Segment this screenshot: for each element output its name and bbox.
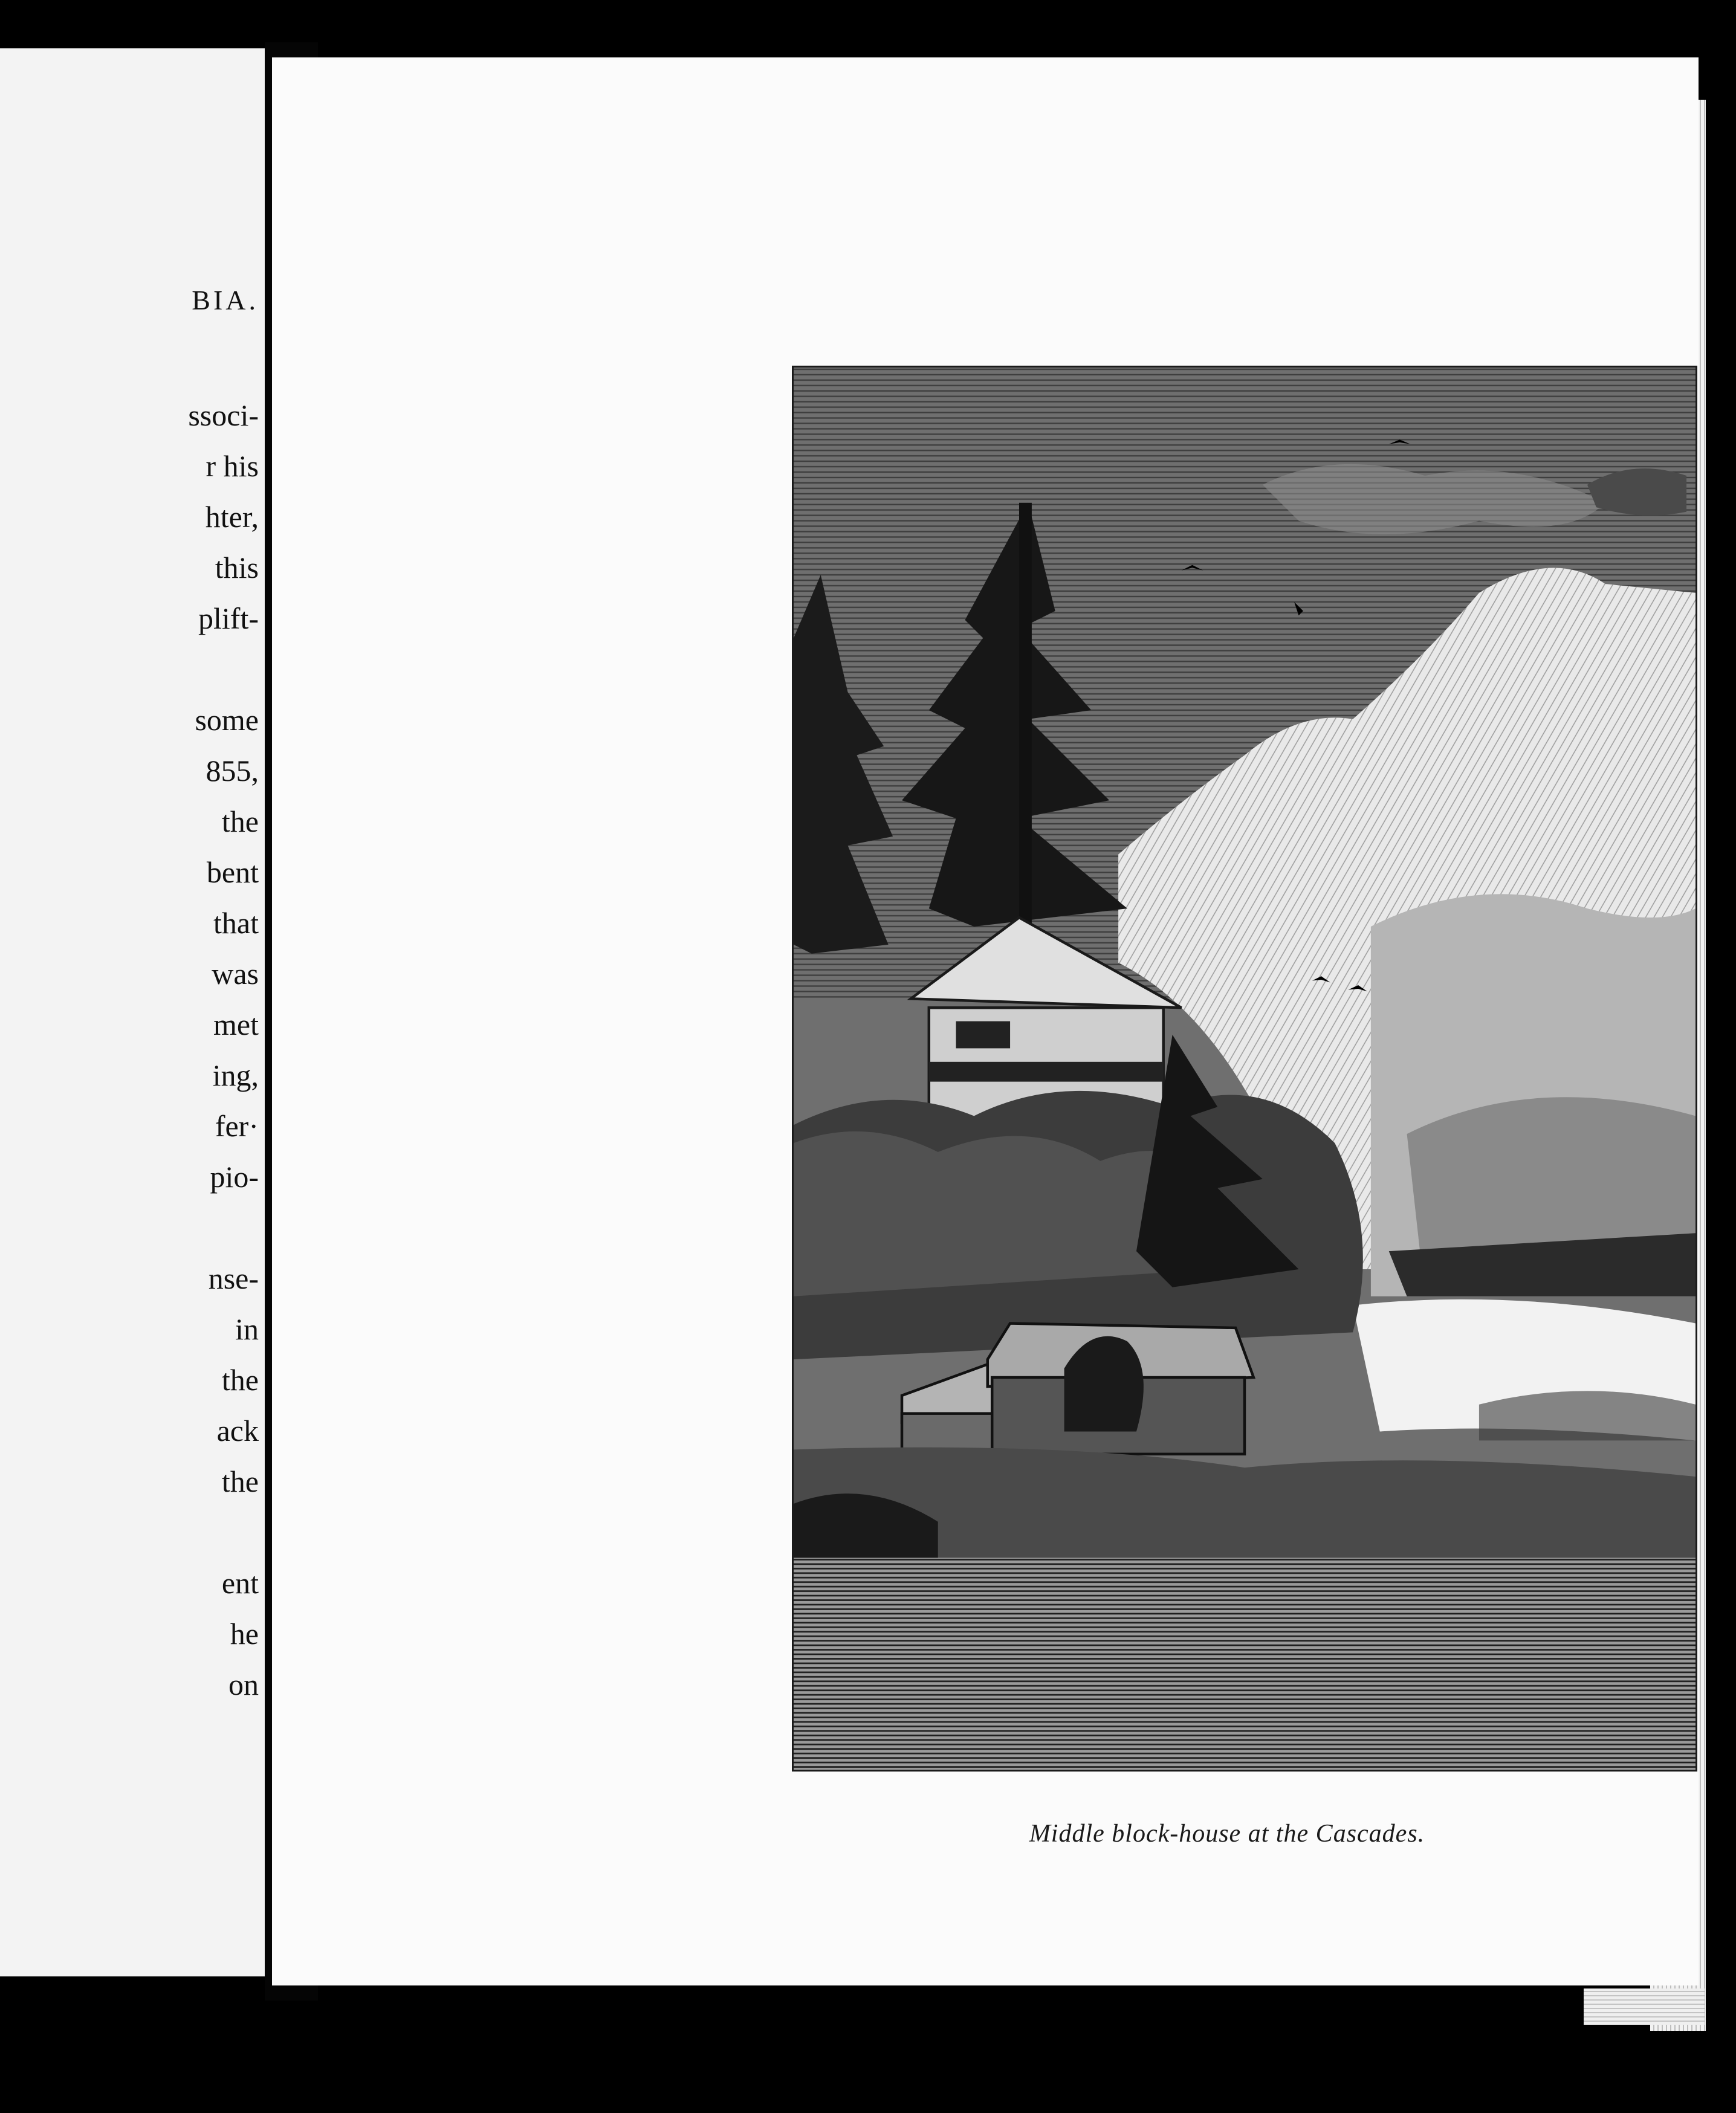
text-line <box>0 1507 259 1558</box>
text-line: he <box>230 1617 259 1651</box>
text-line: pio- <box>210 1160 259 1194</box>
text-line: met <box>213 1008 259 1041</box>
text-line <box>0 644 259 694</box>
text-line: that <box>213 906 259 940</box>
running-head: BIA. <box>192 285 259 315</box>
text-line: ssoci- <box>188 398 259 432</box>
body-text-fragment <box>0 390 259 1710</box>
engraving-illustration <box>792 366 1697 1772</box>
text-line: some <box>195 703 259 737</box>
text-line: 855, <box>206 754 259 788</box>
previous-page <box>0 48 272 1976</box>
text-line: the <box>221 1363 259 1397</box>
text-line: fer· <box>215 1109 259 1143</box>
page-edges-bottom <box>1584 1988 1705 2025</box>
text-line: was <box>212 957 259 991</box>
text-line: bent <box>206 855 259 889</box>
text-line: ing, <box>212 1058 259 1092</box>
plate-page <box>272 57 1699 1985</box>
text-line: ack <box>216 1414 259 1448</box>
text-line: this <box>215 551 259 584</box>
text-line: nse- <box>208 1261 259 1295</box>
text-line: r his <box>206 449 259 483</box>
text-line: the <box>221 1464 259 1498</box>
text-line: in <box>235 1312 259 1346</box>
text-line: plift- <box>198 601 259 635</box>
text-line: hter, <box>205 500 259 534</box>
text-line: the <box>221 804 259 838</box>
text-line: ent <box>221 1566 259 1600</box>
plate-caption: Middle block-house at the Cascades. <box>1029 1820 1425 1848</box>
text-line <box>0 1202 259 1253</box>
text-line: on <box>228 1668 259 1701</box>
